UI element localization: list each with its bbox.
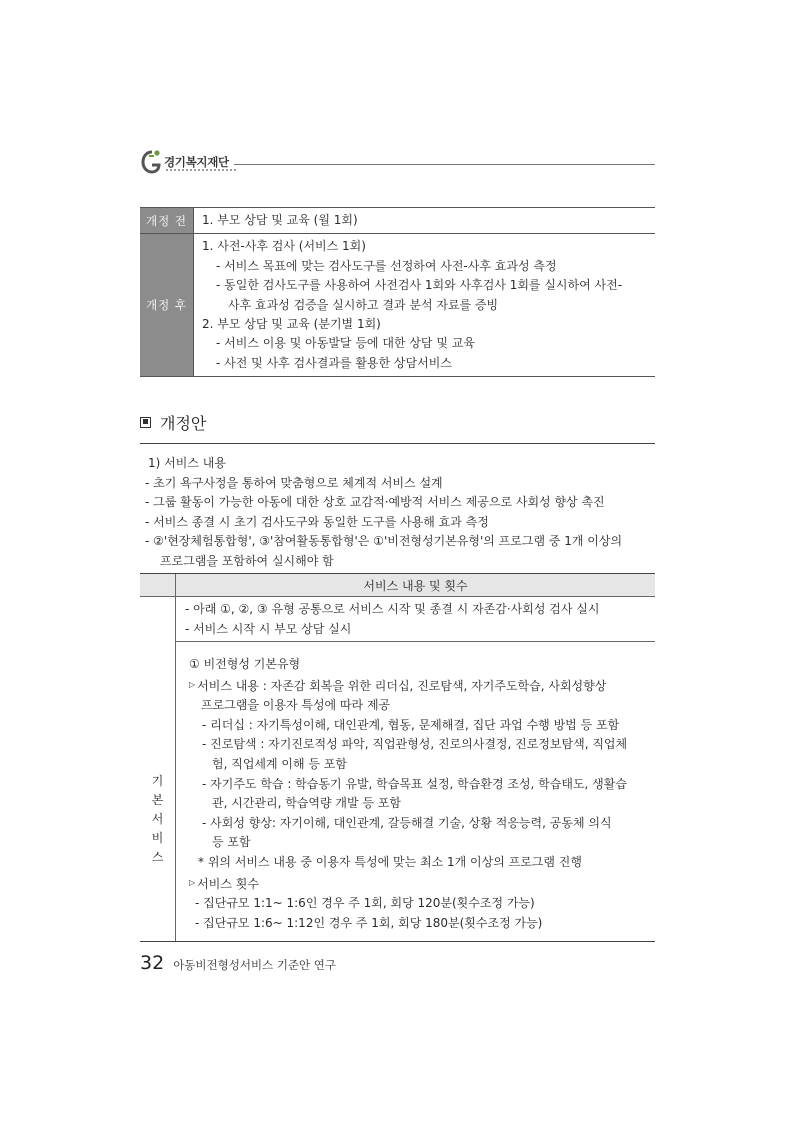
basic-subitem: - 사회성 향상: 자기이해, 대인관계, 갈등해결 기술, 상황 적응능력, 공동체 의식 xyxy=(202,815,612,830)
common-block xyxy=(176,597,655,642)
basic-type-title: ① 비전형성 기본유형 xyxy=(189,657,301,671)
square-bullet-icon xyxy=(140,417,151,428)
before-line: 1. 부모 상담 및 교육 (월 1회) xyxy=(202,213,358,227)
basic-subitem: - 리더십 : 자기특성이해, 대인관계, 협동, 문제해결, 집단 과업 수행 방법 등 포함 xyxy=(202,717,620,732)
header-rule xyxy=(234,164,655,165)
basic-note: * 위의 서비스 내용 중 이용자 특성에 맞는 최소 1개 이상의 프로그램 진행 xyxy=(198,854,582,869)
triangle-bullet-icon: ▷ xyxy=(189,877,196,887)
service-content-item: - ②'현장체험통합형', ③'참여활동통합형'은 ①'비전형성기본유형'의 프로그램 중 1개 이상의 xyxy=(145,534,623,549)
service-table-content xyxy=(175,597,655,941)
triangle-bullet-icon: ▷ xyxy=(189,679,196,689)
section-rule xyxy=(140,443,655,444)
basic-content-line: 서비스 내용 : 자존감 회복을 위한 리더십, 진로탐색, 자기주도학습, 사회성향상 xyxy=(197,678,607,693)
service-content-heading: 1) 서비스 내용 xyxy=(148,456,226,470)
basic-subitem: 등 포함 xyxy=(212,835,251,850)
service-content-item: - 서비스 종결 시 초기 검사도구와 동일한 도구를 사용해 효과 측정 xyxy=(145,514,489,529)
section-title: 개정안 xyxy=(160,413,207,433)
service-content-item: - 그룹 활동이 가능한 아동에 대한 상호 교감적·예방적 서비스 제공으로 사회성 향상 촉진 xyxy=(145,495,605,510)
after-line: - 동일한 검사도구를 사용하여 사전검사 1회와 사후검사 1회를 실시하여 사전- xyxy=(216,278,623,293)
service-table-header-label: 서비스 내용 및 횟수 xyxy=(175,574,655,596)
basic-subitem: 관, 시간관리, 학습역량 개발 등 포함 xyxy=(212,796,401,811)
side-label: 기본서비스 xyxy=(151,773,164,864)
service-table-side xyxy=(140,597,175,941)
after-content xyxy=(193,234,655,376)
org-subtitle-decoration xyxy=(166,169,236,171)
after-label: 개정 후 xyxy=(140,234,193,376)
after-line: - 사전 및 사후 검사결과를 활용한 상담서비스 xyxy=(216,355,452,370)
common-line: - 아래 ①, ②, ③ 유형 공통으로 서비스 시작 및 종결 시 자존감·사회성 검사 실시 xyxy=(185,602,600,616)
service-table-body xyxy=(140,597,655,941)
basic-count-title: 서비스 횟수 xyxy=(197,876,259,891)
service-content xyxy=(140,454,655,572)
service-content-item: 프로그램을 포함하여 실시해야 함 xyxy=(160,553,334,568)
service-table-header xyxy=(140,574,655,597)
revision-row-after xyxy=(140,233,655,376)
revision-row-before xyxy=(140,208,655,233)
after-line: 2. 부모 상담 및 교육 (분기별 1회) xyxy=(202,317,381,332)
basic-type-block xyxy=(176,642,655,941)
page-footer xyxy=(140,952,336,978)
after-line: 사후 효과성 검증을 실시하고 결과 분석 자료를 증빙 xyxy=(228,297,499,312)
after-line: - 서비스 이용 및 아동발달 등에 대한 상담 및 교육 xyxy=(216,336,475,351)
before-content xyxy=(193,208,655,233)
basic-subitem: - 진로탐색 : 자기진로적성 파악, 직업관형성, 진로의사결정, 진로정보탐색, 직업체 xyxy=(202,737,628,752)
basic-content-line: 프로그램을 이용자 특성에 따라 제공 xyxy=(201,698,391,713)
foundation-logo-icon xyxy=(140,148,164,174)
page-header xyxy=(140,146,655,176)
basic-count-line: - 집단규모 1:1~ 1:6인 경우 주 1회, 회당 120분(횟수조정 가능) xyxy=(195,896,535,911)
service-table xyxy=(140,573,655,942)
basic-count-line: - 집단규모 1:6~ 1:12인 경우 주 1회, 회당 180분(횟수조정 가능) xyxy=(195,915,543,930)
org-name: 경기복지재단 xyxy=(164,155,229,169)
after-line: 1. 사전-사후 검사 (서비스 1회) xyxy=(202,239,366,254)
page-number: 32 xyxy=(140,952,165,974)
basic-subitem: - 자기주도 학습 : 학습동기 유발, 학습목표 설정, 학습환경 조성, 학습태도, 생활습 xyxy=(202,776,627,791)
service-content-item: - 초기 욕구사정을 통하여 맞춤형으로 체계적 서비스 설계 xyxy=(145,475,443,490)
revision-table xyxy=(140,207,655,377)
before-label: 개정 전 xyxy=(140,208,193,233)
after-line: - 서비스 목표에 맞는 검사도구를 선정하여 사전-사후 효과성 측정 xyxy=(216,258,557,273)
common-line: - 서비스 시작 시 부모 상담 실시 xyxy=(185,621,352,636)
section-heading xyxy=(140,410,655,444)
footer-title: 아동비전형성서비스 기준안 연구 xyxy=(173,958,337,972)
basic-subitem: 험, 직업세계 이해 등 포함 xyxy=(212,756,347,771)
